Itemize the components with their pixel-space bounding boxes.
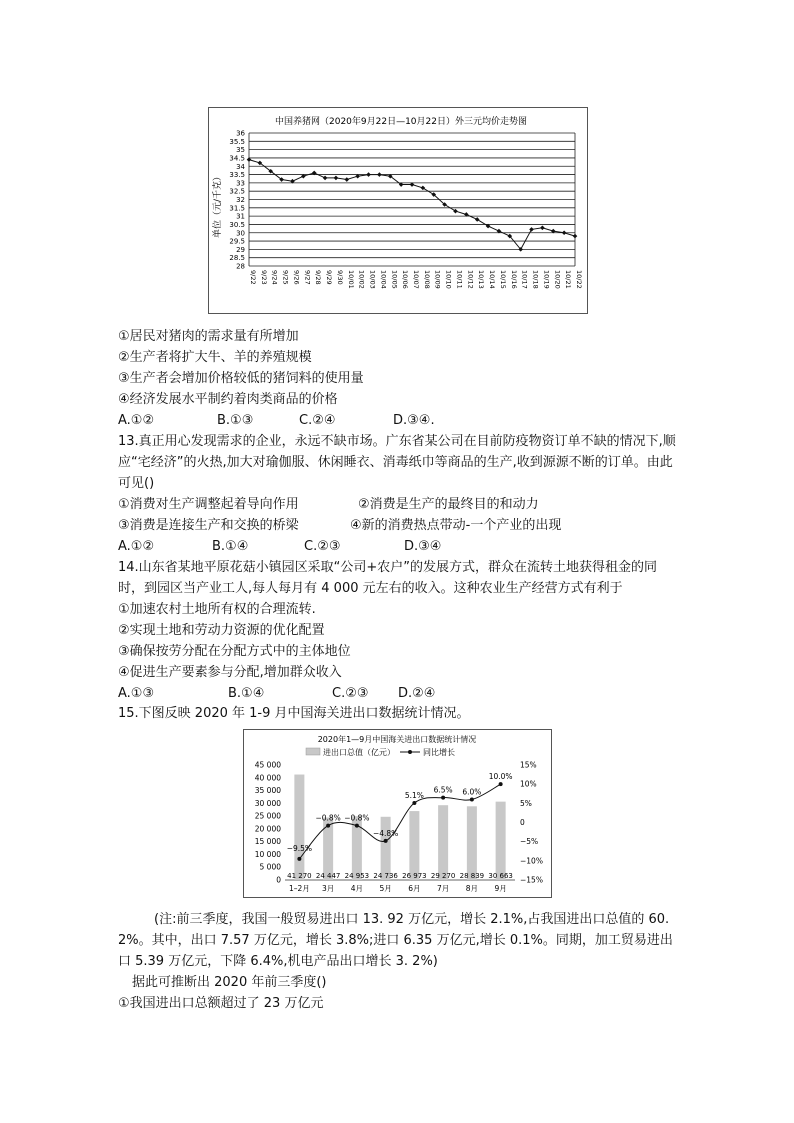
q13-choice-a: A.①② [118,539,155,554]
y-tick-label: 35.5 [229,137,245,146]
data-point [540,225,545,230]
x-tick-label: 9/30 [335,270,344,285]
x-tick-label: 10/06 [401,270,410,289]
growth-label: 6.0% [462,787,482,797]
x-tick-label: 10/03 [368,270,377,289]
y2-tick-label: 15% [520,760,537,770]
x-tick-label: 9/23 [259,270,268,285]
x-tick-label: 9月 [494,884,507,893]
legend-bar-label: 进出口总值（亿元） [323,748,395,757]
growth-point [499,782,503,786]
q14-option-1: ①加速农村土地所有权的合理流转. [118,602,316,617]
y-tick-label: 5 000 [259,862,281,872]
x-tick-label: 10/07 [412,270,420,289]
q13-choice-c: C.②③ [304,539,341,554]
y-tick-label: 28.5 [229,254,245,263]
x-tick-label: 9/27 [303,270,312,285]
q12-choice-c: C.②④ [299,413,336,428]
q15-note: (注:前三季度，我国一般贸易进出口 13. 92 万亿元，增长 2.1%,占我国进出口总值的 60. 2%。其中，出口 7.57 万亿元，增长 3.8%;进口 6.35 万亿元,增长 0.1%。同期，加工贸易进出口 5.39 万亿元，下降 6.4%,机电产品出口增长 3. 2%) [118,912,673,969]
y-tick-label: 40 000 [254,773,281,783]
q14-choice-d: D.②④ [398,686,436,701]
growth-point [412,801,416,805]
y-tick-label: 15 000 [254,837,281,847]
q13-option-1: ①消费对生产调整起着导向作用 [118,497,299,512]
q14-choices [118,685,435,703]
y-tick-label: 30 [236,229,245,238]
growth-label: −0.8% [344,813,370,823]
x-tick-label: 10/11 [455,270,464,289]
y-tick-label: 25 000 [254,811,281,821]
x-tick-label: 9/24 [270,270,279,285]
bar-value-label: 28 839 [459,872,485,880]
q12-option-2: ②生产者将扩大牛、羊的养殖规模 [118,350,312,365]
x-tick-label: 9/29 [325,270,334,285]
x-tick-label: 10/16 [509,270,518,289]
q12-choices [118,412,435,430]
q13-option-4: ④新的消费热点带动-一个产业的出现 [350,518,562,533]
q13-choices [118,538,441,556]
growth-label: 6.5% [433,785,453,795]
customs-chart-svg [244,730,551,897]
growth-point [326,824,330,828]
y-tick-label: 33.5 [229,171,245,180]
y-tick-label: 34.5 [229,154,245,163]
q15-infer: 据此可推断出 2020 年前三季度() [132,975,327,990]
x-tick-label: 10/08 [422,270,431,289]
x-tick-label: 5月 [379,884,392,893]
x-tick-label: 9/25 [281,270,290,285]
q13-choice-b: B.①④ [212,539,249,554]
data-point [475,217,480,222]
y-tick-label: 30.5 [229,220,245,229]
y-tick-label: 28 [236,262,245,271]
y-tick-label: 45 000 [254,760,281,770]
y-tick-label: 32.5 [229,187,245,196]
x-tick-label: 9/22 [249,270,257,285]
y2-tick-label: 10% [520,779,537,789]
bar-value-label: 24 953 [344,872,370,880]
pig-price-chart-svg [209,108,587,313]
bar [438,805,448,880]
growth-label: −4.8% [372,828,399,838]
data-point [377,172,382,177]
x-tick-label: 10/12 [466,270,475,289]
y-tick-label: 20 000 [254,824,281,834]
bar-value-label: 29 270 [430,872,456,880]
q12-choice-d: D.③④. [393,413,435,428]
y-tick-label: 35 000 [254,786,281,796]
q14-option-3: ③确保按劳分配在分配方式中的主体地位 [118,644,351,659]
chart-title: 中国养猪网（2020年9月22日—10月22日）外三元均价走势图 [275,117,527,127]
q12-option-3: ③生产者会增加价格较低的猪饲料的使用量 [118,371,364,386]
q12-option-1: ①居民对猪肉的需求量有所增加 [118,329,299,344]
growth-point [470,798,474,802]
growth-label: 10.0% [488,772,513,782]
x-tick-label: 10/17 [520,270,529,289]
growth-label: −9.5% [286,843,313,853]
bar [467,806,477,880]
x-tick-label: 10/19 [542,270,551,289]
y2-tick-label: 0 [520,818,525,827]
bar [381,817,391,880]
y-tick-label: 29 [236,245,245,254]
x-tick-label: 10/20 [553,270,562,289]
q14-option-4: ④促进生产要素参与分配,增加群众收入 [118,665,342,680]
x-tick-label: 10/14 [488,270,497,289]
data-point [334,176,339,181]
pig-price-chart [208,107,588,314]
bar-value-label: 24 447 [315,872,341,880]
x-tick-label: 10/10 [444,270,453,289]
y-tick-label: 30 000 [254,798,281,808]
data-point [562,230,567,235]
growth-point [355,824,359,828]
x-tick-label: 1–2月 [288,884,310,893]
y-tick-label: 36 [236,129,245,138]
chart-title: 2020年1—9月中国海关进出口数据统计情况 [317,735,477,744]
data-point [573,234,578,239]
q13-option-2: ②消费是生产的最终目的和动力 [358,497,539,512]
y-tick-label: 31 [236,212,245,221]
x-tick-label: 8月 [465,884,479,893]
growth-point [441,796,445,800]
q15-option-1: ①我国进出口总额超过了 23 万亿元 [118,996,324,1011]
y-tick-label: 33 [236,179,245,188]
data-point [421,186,426,191]
bar-value-label: 24 736 [373,872,398,880]
q14-choice-c: C.②③ [332,686,369,701]
customs-chart [243,729,552,898]
growth-label: −0.8% [315,813,341,823]
x-tick-label: 10/18 [531,270,540,289]
data-point [345,177,350,182]
x-tick-label: 10/15 [498,270,507,289]
q13-stem: 13.真正用心发现需求的企业，永远不缺市场。广东省某公司在目前防疫物资订单不缺的情况下,顺应“宅经济”的火热,加大对瑜伽服、休闲睡衣、消毒纸巾等商品的生产,收到源源不断的订单。由此可见() [118,434,676,491]
data-point [366,172,371,177]
x-tick-label: 10/22 [575,270,583,289]
x-tick-label: 7月 [436,884,450,893]
x-tick-label: 10/02 [357,270,366,289]
y-axis-label: 单位（元/千克） [213,171,223,239]
x-tick-label: 9/28 [314,270,323,285]
x-tick-label: 9/26 [292,270,301,285]
x-tick-label: 10/04 [379,270,388,289]
y2-tick-label: 5% [520,798,532,808]
y2-tick-label: −5% [520,837,539,847]
price-line [249,160,575,250]
growth-point [384,839,388,843]
y-tick-label: 34 [236,162,245,171]
q13-choice-d: D.③④ [404,539,442,554]
y-tick-label: 31.5 [229,204,245,213]
y-tick-label: 35 [236,146,245,155]
x-tick-label: 10/01 [346,270,355,289]
y-tick-label: 29.5 [229,237,245,246]
q13-option-3: ③消费是连接生产和交换的桥梁 [118,518,299,533]
y-tick-label: 32 [236,196,245,204]
x-tick-label: 4月 [350,884,364,893]
legend-line-marker [408,750,412,754]
x-tick-label: 10/21 [564,270,573,289]
legend-line-label: 同比增长 [423,748,455,757]
bar-value-label: 30 663 [488,872,513,880]
x-tick-label: 3月 [321,884,335,893]
q12-choice-a: A.①② [118,413,155,428]
x-tick-label: 10/05 [390,270,399,289]
x-tick-label: 6月 [408,884,421,893]
y-tick-label: 0 [276,875,281,885]
y2-tick-label: −10% [520,856,543,866]
data-point [529,227,534,232]
growth-point [297,857,301,861]
q13-options-row2 [118,517,561,535]
bar-value-label: 26 973 [402,872,427,880]
bar [409,811,419,880]
legend-bar-swatch [306,748,320,755]
q14-option-2: ②实现土地和劳动力资源的优化配置 [118,623,325,638]
bar-value-label: 41 270 [287,872,312,880]
bar [496,802,506,880]
x-tick-label: 10/09 [433,270,442,289]
q12-option-4: ④经济发展水平制约着肉类商品的价格 [118,392,338,407]
y-tick-label: 10 000 [254,849,281,859]
q14-choice-a: A.①③ [118,686,155,701]
growth-label: 5.1% [404,790,424,800]
q14-stem: 14.山东省某地平原花菇小镇园区采取“公司+农户”的发展方式，群众在流转土地获得租金的同时，到园区当产业工人,每人每月有 4 000 元左右的收入。这种农业生产经营方式有利于 [118,560,658,596]
data-point [323,176,328,181]
q13-options-row1 [118,496,539,514]
bar [294,775,304,880]
q15-stem: 15.下图反映 2020 年 1-9 月中国海关进出口数据统计情况。 [118,706,470,721]
q12-choice-b: B.①③ [217,413,254,428]
q14-choice-b: B.①④ [228,686,265,701]
x-tick-label: 10/13 [477,270,486,289]
y2-tick-label: −15% [520,875,543,885]
